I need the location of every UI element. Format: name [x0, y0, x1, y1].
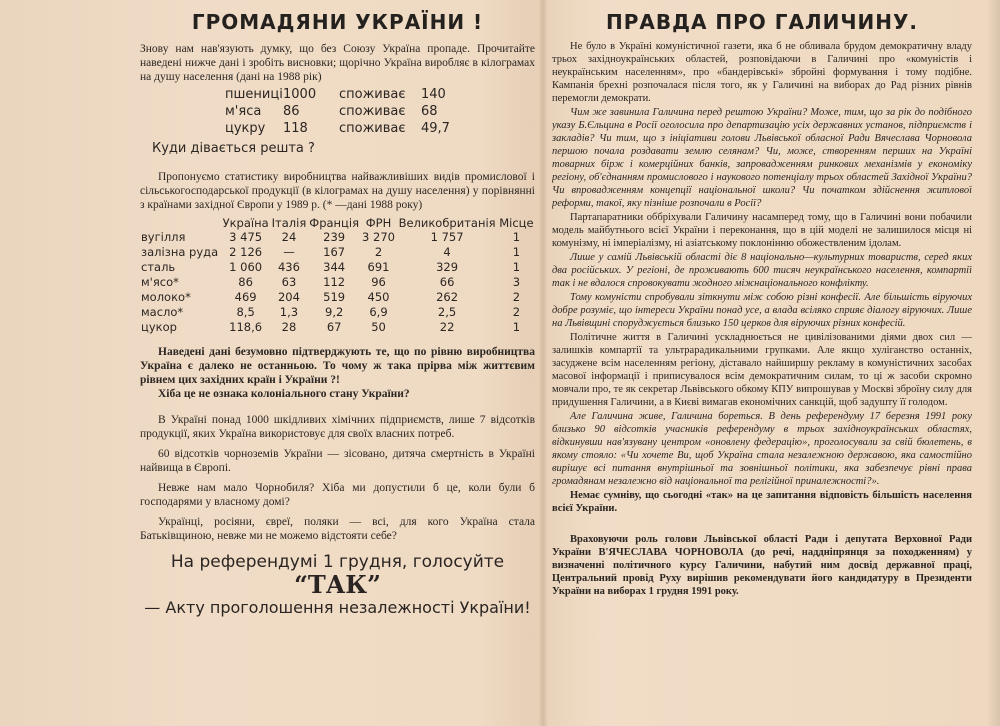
rhetorical-question: Куди дівається решта ? — [152, 141, 315, 156]
article-paragraph: Тому комуністи спробували зіткнути між собою різні конфесії. Але більшість віруючих добре розуміє, що інтереси України понад усе, а влада всіляко сприяє діалогу віруючих. Лише на Львівщині споруджується близько 150 церков для віруючих різних конфесій. — [552, 292, 972, 329]
article-paragraph: Немає сумніву, що сьогодні «так» на це запитання відповість більшість населення всієї України. — [552, 490, 972, 514]
right-headline: ПРАВДА ПРО ГАЛИЧИНУ. — [606, 10, 918, 34]
chernozem-paragraph: 60 відсотків чорноземів України — зісовано, дитяча смертність в Україні найвища в Європі. — [140, 448, 535, 474]
article-paragraph: Але Галичина живе, Галичина бореться. В день референдуму 17 березня 1991 року близько 90 відсотків учасників референдуму в трьох західноукраїнських областях, відкинувши нав'язувану центром «оновлену федерацію», проголосували за свій бюлетень, в якому стояло: «Чи хочете Ви, щоб Україна стала незалежною державою, яка самостійно вирішує всі питання внутрішньої та зовнішньої політики, яка забезпечує рівні права громадянам незалежно від національної та релігійної приналежності?». — [552, 411, 972, 487]
table-row: масло* 8,5 1,3 9,2 6,9 2,5 2 — [141, 305, 521, 319]
table-row: м'ясо* 86 63 112 96 66 3 — [141, 275, 521, 289]
chemical-paragraph: В Україні понад 1000 шкідливих хімічних підприємств, лише 7 відсотків продукції, яких Україна використовує для своїх власних потреб. — [140, 414, 535, 440]
conclusion-paragraph: Наведені дані безумовно підтверджують те, що по рівню виробництва Україна є далеко не останньою. То чому ж така прірва між життєвим рівнем цих західних країн і України ?! — [140, 346, 535, 386]
stat-row: м'яса 86 споживає 68 — [225, 104, 438, 119]
cta-line-3: — Акту проголошення незалежності України! — [144, 598, 531, 617]
table-row: цукор 118,6 28 67 50 22 1 — [141, 320, 521, 334]
article-paragraph: Партапаратники оббріхували Галичину насамперед тому, що в Галичині вони побачили модель майбутнього всієї України і переконання, що в цій моделі не залишилося місця ні комунізму, ні імперіалізму, ні азіатському поклонінню обожествленим ідолам. — [552, 212, 972, 249]
right-column — [552, 8, 972, 648]
table-row: молоко* 469 204 519 450 262 2 — [141, 290, 521, 304]
cta-line-1: На референдумі 1 грудня, голосуйте — [170, 552, 505, 572]
appeal-paragraph: Українці, росіяни, євреї, поляки — всі, для кого Україна стала Батьківщиною, невже ми не можемо відстояти себе? — [140, 516, 535, 542]
right-body — [552, 40, 972, 598]
table-header-row: Україна Італія Франція ФРН Великобританія Місце — [222, 216, 534, 230]
article-paragraph: Лише у самій Львівській області діє 8 національно—культурних товариств, серед яких два російських. У регіоні, де проживають 600 тисяч неукраїнського населення, компартії так і не вдалося спровокувати жодного міжнаціонального конфлікту. — [552, 252, 972, 289]
article-paragraph: Не було в Україні комуністичної газети, яка б не обливала брудом демократичну владу трьох західноукраїнських областей, розповідаючи в Галичині про «комуністів і неукраїнським населенням», про «бандерівські» збройні формування і тому подібне. Кампанія брехні розпочалася після того, як у Галичині на виборах до Рад різних рівнів перемогли демократи. — [552, 41, 972, 104]
table-row: залізна руда 2 126 — 167 2 4 1 — [141, 245, 521, 259]
paper-edge — [986, 0, 1000, 726]
stat-row: цукру 118 споживає 49,7 — [225, 121, 450, 136]
bleed-through-heading — [250, 650, 410, 666]
chornobyl-paragraph: Невже нам мало Чорнобиля? Хіба ми допустили б це, коли були б господарями у власному домі? — [140, 482, 535, 508]
bleed-through-text — [250, 630, 530, 642]
table-row: вугілля 3 475 24 239 3 270 1 757 1 — [141, 230, 521, 244]
production-table — [140, 216, 535, 335]
endorsement-paragraph: Враховуючи роль голови Львівської області Ради і депутата Верховної Ради України В'ЯЧЕСЛАВА ЧОРНОВОЛА (до речі, наддніпрянця за походженням) у визначенні політичного курсу Галичини, набутий ним досвід державної праці, Центральний провід Руху вирішив рекомендувати його кандидатуру в Президенти України на виборах 1 грудня 1991 року. — [552, 534, 972, 597]
article-paragraph: Політичне життя в Галичині ускладнюється не цивілізованими діями двох сил — залишків компартії та ультрарадикальними групками. Але якщо хуліганство останніх, засуджене всім населенням регіону, діставало найширшу рекламу в комуністичних засобах масової інформації і приписувалося всім демократичним силам, то ці ж засоби скромно мовчали про, те як секретар Львівського обкому КПУ випрошував у Москві зброїну силу для придушення Галичини, а в Києві вимагав економічних санкцій, щоб задушту її голодом. — [552, 332, 972, 408]
stat-row: пшениці1000 споживає 140 — [225, 87, 446, 102]
comparison-intro: Пропонуємо статистику виробництва найважливіших видів промислової і сільськогосподарської продукції (в кілограмах на душу населення) у порівнянні з країнами західної Європи у 1989 р. (* —дані 1988 року) — [140, 171, 535, 211]
colonial-question: Хіба це не ознака колоніального стану України? — [158, 388, 410, 400]
referendum-call — [140, 552, 535, 617]
cta-yes: “ТАК” — [294, 570, 381, 599]
left-intro: Знову нам нав'язують думку, що без Союзу Україна пропаде. Прочитайте наведені нижче дані і зробіть висновки; щорічно Україна виробляє в кілограмах на душу населення (дані на 1988 рік) — [140, 43, 535, 83]
left-headline: ГРОМАДЯНИ УКРАЇНИ ! — [191, 10, 484, 34]
article-paragraph: Чим же завинила Галичина перед рештою України? Може, тим, що за рік до подібного указу Б.Єльцина в Росії оголосила про департизацію усіх державних установ, підприємств і закладів? Чи тим, що з ініціативи голови Львівської обласної Ради Вячеслава Чорновола першою почала роздавати землю селянам? Чи, може, створенням перших на Україні товарних бірж і комерційних банків, запровадженням ринкових механізмів у економіку регіону, об'єднанням промислового і наукового потенціалу трьох областей Західної України? Чи впровадженням концепції національної школи? Чи початком здійснення житлової реформи, такої, яку пізніше розпочали в Росії? — [552, 107, 972, 209]
paper-fold — [538, 0, 548, 726]
production-stats — [140, 86, 535, 137]
table-row: сталь 1 060 436 344 691 329 1 — [141, 260, 521, 274]
